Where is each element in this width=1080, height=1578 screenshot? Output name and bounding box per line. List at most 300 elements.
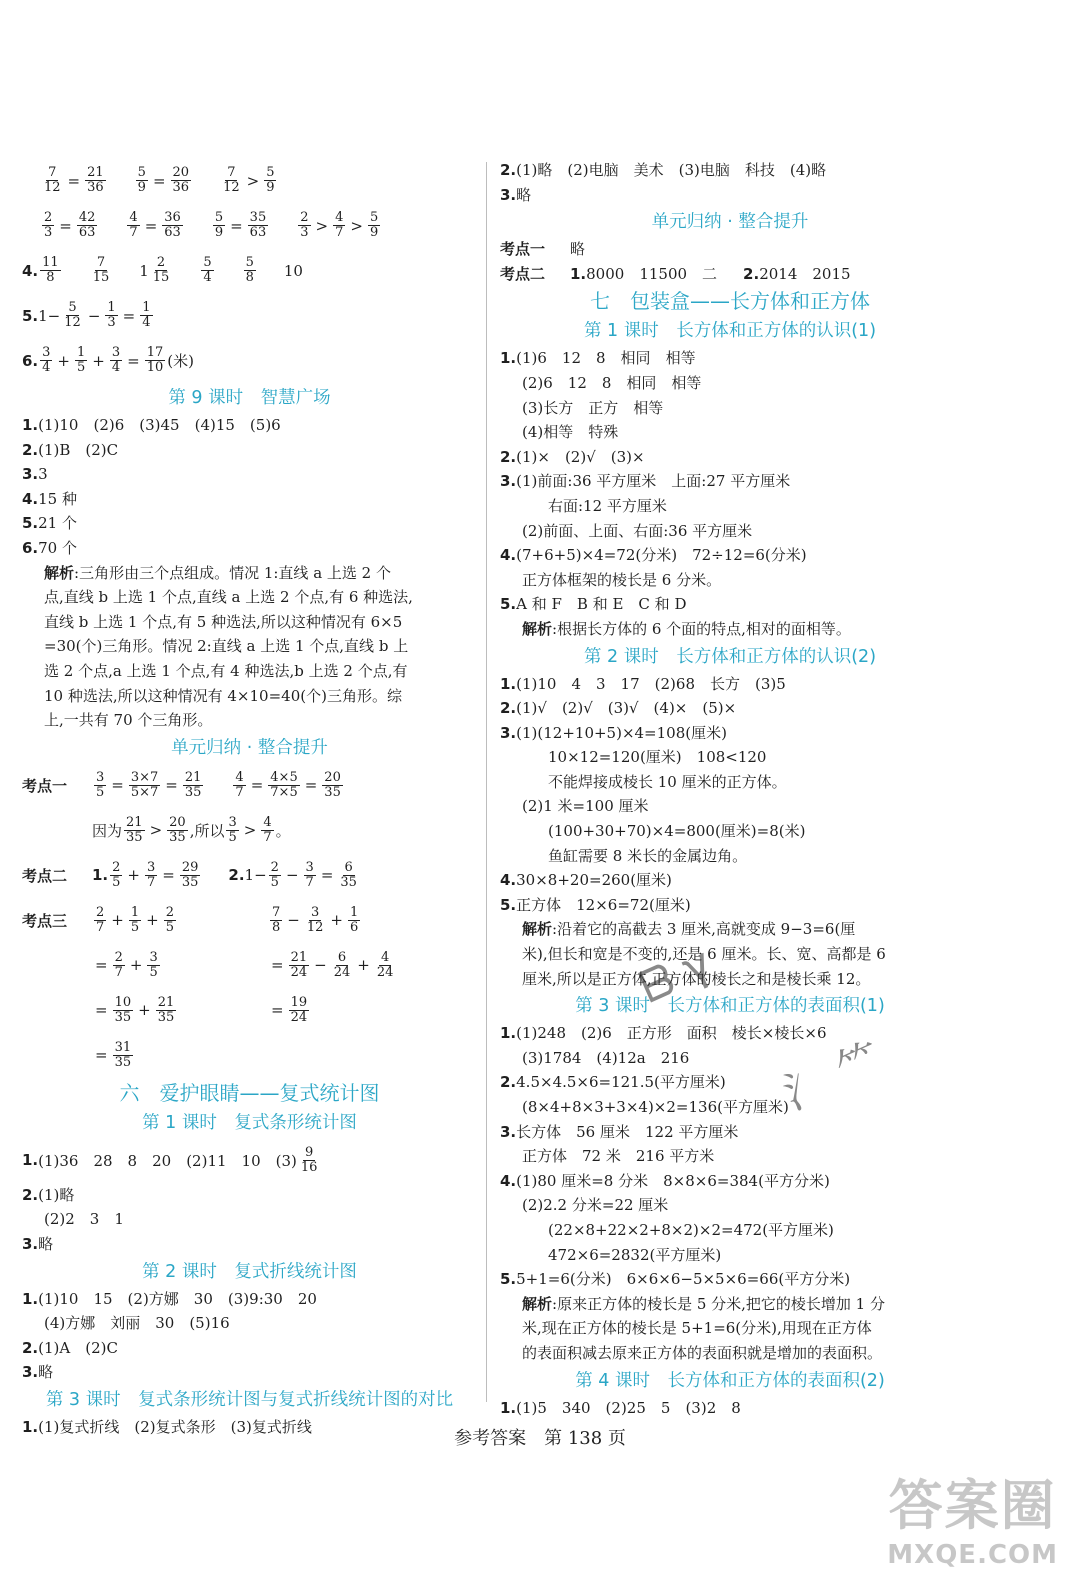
answer-text: (8×4+8×3+3×4)×2=136(平方厘米) — [522, 1098, 789, 1116]
fraction-numerator: 1 — [130, 904, 140, 920]
math-operator: = — [271, 1001, 284, 1020]
answer-text: 10×12=120(厘米) 108<120 — [548, 748, 767, 767]
fraction-denominator: 5 — [270, 874, 279, 890]
question-number: 2. — [500, 161, 517, 179]
watermark-site: MXQE.COM — [887, 1540, 1058, 1570]
analysis-label: 解析 — [522, 1294, 553, 1313]
fraction — [147, 951, 159, 980]
fraction-denominator: 7 — [129, 225, 138, 240]
fraction-numerator: 17 — [146, 345, 164, 360]
section-heading: 第 2 课时 复式折线统计图 — [142, 1261, 357, 1282]
point-label: 考点三 — [22, 911, 68, 930]
question-number: 5. — [22, 306, 39, 325]
answer-line — [500, 346, 960, 371]
fraction-denominator: 7 — [147, 874, 156, 890]
fraction-numerator: 5 — [214, 210, 224, 225]
fraction-denominator: 35 — [181, 874, 199, 890]
fraction-line — [22, 338, 477, 383]
fraction — [270, 906, 282, 935]
answer-text: 略 — [570, 240, 586, 259]
answer-text: 略 — [38, 1234, 54, 1253]
math-operator: = — [67, 171, 81, 190]
fraction-denominator: 35 — [114, 1054, 132, 1070]
answer-line — [22, 536, 477, 561]
answer-line — [500, 1218, 960, 1243]
fraction-numerator: 4 — [335, 210, 344, 225]
fraction — [375, 951, 396, 980]
fraction-denominator: 12 — [44, 180, 61, 195]
question-number: 3. — [22, 1363, 39, 1382]
fraction-denominator: 5 — [112, 874, 121, 890]
answer-line — [500, 494, 960, 519]
fraction-numerator: 3 — [305, 859, 314, 875]
math-operator: − — [314, 956, 327, 975]
fraction — [348, 906, 360, 935]
math-operator: − — [287, 911, 300, 930]
answer-line — [22, 413, 477, 438]
answer-text: 30×8+20=260(厘米) — [516, 871, 672, 890]
question-number: 5. — [500, 1270, 517, 1289]
math-operator: = — [122, 306, 136, 325]
fraction — [264, 166, 276, 195]
fraction — [94, 771, 106, 800]
analysis-text: :沿着它的高截去 3 厘米,高就变成 9−3=6(厘 — [552, 920, 856, 939]
fraction — [40, 346, 52, 375]
fraction — [248, 211, 269, 240]
question-number: 1. — [22, 1289, 39, 1308]
question-number: 4. — [500, 1171, 517, 1190]
answer-line — [500, 794, 960, 819]
fraction-denominator: 3 — [44, 225, 53, 240]
question-number: 3. — [22, 465, 39, 484]
answer-line — [500, 696, 960, 721]
question-number: 3. — [500, 1122, 517, 1141]
fraction-numerator: 7 — [272, 904, 281, 920]
answer-line — [500, 721, 960, 746]
section-heading: 第 3 课时 长方体和正方体的表面积(1) — [575, 996, 885, 1017]
fraction-denominator: 10 — [146, 360, 164, 375]
fraction — [332, 951, 353, 980]
point-label: 考点一 — [22, 776, 68, 795]
fraction — [40, 256, 61, 285]
math-operator: + — [111, 911, 124, 930]
answer-text: 正方体框架的棱长是 6 分米。 — [522, 570, 722, 589]
fraction-denominator: 7 — [335, 225, 344, 240]
fraction — [113, 996, 134, 1025]
section-heading: 第 1 课时 长方体和正方体的认识(1) — [583, 321, 877, 342]
answer-text: (1)A (2)C — [38, 1338, 118, 1357]
fraction-line — [22, 158, 477, 203]
handwritten-scribble: ᗷ γ — [632, 937, 720, 1014]
answer-text: 正方体 12×6=72(厘米) — [516, 895, 691, 914]
fraction-numerator: 9 — [305, 1144, 314, 1160]
analysis-line — [500, 1292, 960, 1317]
fraction — [77, 211, 98, 240]
answer-text: (1)× (2)√ (3)× — [516, 447, 645, 466]
fraction-denominator: 5 — [228, 829, 237, 845]
fraction-numerator: 3 — [111, 345, 121, 360]
fraction-denominator: 63 — [164, 225, 181, 240]
answer-text: (3)1784 (4)12a 216 — [522, 1048, 690, 1067]
analysis-label: 解析 — [522, 920, 553, 939]
column-divider — [486, 162, 487, 1402]
math-operator: − — [285, 866, 299, 885]
fraction — [268, 771, 299, 800]
fraction-denominator: 12 — [223, 180, 240, 195]
analysis-line — [22, 561, 477, 586]
fraction-numerator: 2 — [156, 255, 166, 270]
fraction-numerator: 2 — [44, 210, 53, 225]
point-label: 考点二 — [22, 866, 68, 885]
fraction — [42, 166, 63, 195]
expr-a — [92, 906, 242, 935]
math-operator: = — [304, 776, 318, 795]
fraction-line — [22, 293, 477, 338]
answer-line — [500, 519, 960, 544]
fraction-numerator: 7 — [48, 165, 57, 180]
text: ,所以 — [189, 821, 225, 840]
left-column — [22, 158, 477, 1439]
fraction-denominator: 6 — [349, 919, 359, 935]
fraction — [171, 166, 192, 195]
fraction — [129, 906, 141, 935]
answer-line — [500, 1021, 960, 1046]
fraction — [299, 1146, 320, 1175]
fraction-numerator: 5 — [245, 255, 254, 270]
fraction-denominator: 4 — [111, 360, 121, 375]
question-number: 2. — [22, 1185, 39, 1204]
question-number: 1. — [570, 264, 587, 283]
answer-text: (1)5 340 (2)25 5 (3)2 8 — [516, 1398, 741, 1417]
answer-text: 略 — [38, 1363, 54, 1382]
question-number: 1. — [22, 1151, 39, 1170]
answer-text: (1)略 (2)电脑 美术 (3)电脑 科技 (4)略 — [516, 161, 827, 179]
fraction — [110, 861, 122, 890]
fraction-line — [22, 898, 477, 943]
fraction — [201, 256, 213, 285]
math-operator: = — [271, 956, 284, 975]
fraction — [129, 771, 160, 800]
fraction — [113, 1041, 134, 1070]
answer-text: 15 种 — [38, 489, 77, 508]
fraction-denominator: 9 — [137, 180, 146, 195]
fraction-denominator: 24 — [333, 964, 351, 980]
answer-text: (1)80 厘米=8 分米 8×8×6=384(平方分米) — [516, 1171, 830, 1190]
fraction-numerator: 2 — [300, 210, 309, 225]
fraction-numerator: 21 — [157, 994, 175, 1010]
answer-line — [500, 1144, 960, 1169]
unit: (米) — [167, 352, 194, 370]
fraction-numerator: 31 — [114, 1039, 132, 1055]
fraction — [162, 211, 183, 240]
math-operator: = — [111, 776, 124, 795]
math-operator: = — [95, 1001, 108, 1020]
fraction-denominator: 8 — [272, 919, 281, 935]
fraction-line — [22, 853, 477, 898]
fraction-numerator: 4×5 — [270, 769, 298, 785]
question-number: 2. — [228, 866, 245, 885]
point-label: 考点一 — [500, 240, 546, 259]
fraction — [105, 301, 117, 330]
analysis-line: 直线 b 上选 1 个点,有 5 种选法,所以这种情况有 6×5 — [44, 612, 403, 631]
watermark-logo: 答案圈 — [888, 1474, 1057, 1537]
expr-b — [268, 906, 362, 935]
answer-text: (2)2 3 1 — [44, 1210, 124, 1229]
answer-line — [22, 1360, 477, 1385]
analysis-label: 解析 — [44, 563, 75, 582]
question-number: 3. — [500, 723, 517, 742]
point-label: 考点二 — [500, 264, 546, 283]
answer-line — [500, 893, 960, 918]
fraction-numerator: 6 — [337, 949, 347, 965]
math-operator: = — [320, 866, 334, 885]
site-watermark — [887, 1463, 1058, 1570]
fraction-numerator: 1 — [349, 904, 359, 920]
answer-line — [22, 1183, 477, 1208]
analysis-line: 点,直线 b 上选 1 个点,直线 a 上选 2 个点,有 6 种选法, — [44, 588, 413, 607]
fraction — [333, 211, 345, 240]
fraction — [94, 906, 106, 935]
fraction-denominator: 5 — [149, 964, 158, 980]
fraction-numerator: 3 — [96, 769, 105, 785]
analysis-text: :根据长方体的 6 个面的特点,相对的面相等。 — [552, 619, 851, 638]
math-operator: > — [246, 171, 260, 190]
fraction-numerator: 1 — [107, 300, 116, 315]
math-operator: = — [127, 351, 140, 370]
section-heading: 单元归纳 · 整合提升 — [171, 737, 328, 758]
math-operator: > — [350, 216, 363, 235]
fraction-numerator: 7 — [227, 165, 236, 180]
answer-line — [500, 745, 960, 770]
fraction — [338, 861, 359, 890]
fraction — [145, 346, 166, 375]
math-operator: + — [146, 911, 159, 930]
question-number: 1. — [22, 1417, 39, 1436]
fraction — [221, 166, 242, 195]
answer-line — [500, 469, 960, 494]
expr-b — [268, 951, 397, 980]
answer-line — [500, 237, 960, 262]
fraction-denominator: 24 — [290, 1009, 308, 1025]
fraction-numerator: 20 — [172, 165, 190, 180]
math-operator: > — [315, 216, 329, 235]
fraction-line — [22, 248, 477, 293]
question-number: 5. — [500, 595, 517, 614]
whole-number: 1 — [139, 261, 149, 280]
fraction-denominator: 9 — [266, 180, 275, 195]
math-operator: − — [87, 306, 101, 325]
fraction-denominator: 35 — [324, 784, 341, 800]
fraction — [322, 771, 343, 800]
fraction-line — [22, 1033, 477, 1078]
fraction — [113, 951, 125, 980]
question-number: 3. — [500, 472, 517, 491]
fraction-denominator: 5×7 — [130, 784, 159, 800]
question-number: 3. — [500, 185, 517, 204]
fraction-numerator: 11 — [42, 255, 59, 270]
analysis-label: 解析 — [522, 619, 553, 638]
section-heading: 第 3 课时 复式条形统计图与复式折线统计图的对比 — [45, 1389, 454, 1410]
answer-text: 70 个 — [38, 538, 77, 557]
fraction-denominator: 5 — [130, 919, 140, 935]
analysis-line — [500, 917, 960, 942]
fraction-line — [22, 988, 477, 1033]
question-number: 4. — [500, 871, 517, 890]
fraction-denominator: 63 — [78, 225, 96, 240]
answer-text: (4)方娜 刘丽 30 (5)16 — [44, 1314, 230, 1333]
math-operator: = — [95, 956, 108, 975]
answer-line — [22, 511, 477, 536]
section-heading: 第 9 课时 智慧广场 — [168, 388, 331, 408]
answer-line — [500, 1095, 960, 1120]
answer-line — [500, 672, 960, 697]
fraction-numerator: 29 — [181, 859, 199, 875]
fraction-denominator: 4 — [142, 315, 151, 330]
fraction-denominator: 7 — [235, 784, 244, 800]
answer-text: 5+1=6(分米) 6×6×6−5×5×6=66(平方分米) — [516, 1270, 851, 1289]
math-operator: + — [330, 911, 343, 930]
question-number: 6. — [22, 351, 39, 370]
fraction-denominator: 3 — [300, 225, 309, 240]
answer-line — [500, 371, 960, 396]
fraction-denominator: 5 — [77, 360, 86, 375]
fraction-denominator: 15 — [92, 270, 110, 285]
answer-line — [500, 183, 960, 208]
math-operator: 1− — [38, 306, 61, 325]
fraction-denominator: 8 — [46, 270, 55, 285]
answer-text: (3)长方 正方 相等 — [522, 398, 664, 417]
fraction-numerator: 1 — [77, 345, 86, 360]
fraction-numerator: 3 — [42, 345, 51, 360]
answer-text: (7+6+5)×4=72(分米) 72÷12=6(分米) — [516, 546, 807, 565]
fraction-numerator: 7 — [96, 255, 106, 270]
fraction — [91, 256, 112, 285]
analysis-text: :三角形由三个点组成。情况 1:直线 a 上选 2 个 — [74, 563, 391, 582]
answer-line — [500, 770, 960, 795]
fraction-numerator: 21 — [126, 814, 143, 830]
text: 。 — [275, 821, 291, 840]
fraction — [261, 816, 273, 845]
fraction-denominator: 36 — [87, 180, 104, 195]
fraction — [151, 256, 172, 285]
answer-text: (1)36 28 8 20 (2)11 10 (3) — [38, 1151, 297, 1170]
fraction-denominator: 24 — [376, 964, 394, 980]
fraction-denominator: 35 — [157, 1009, 175, 1025]
section-heading: 七 包装盒——长方体和正方体 — [590, 289, 870, 314]
answer-line — [22, 487, 477, 512]
fraction-numerator: 5 — [369, 210, 379, 225]
fraction-denominator: 35 — [126, 829, 143, 845]
question-number: 1. — [22, 416, 39, 434]
fraction-numerator: 20 — [169, 814, 186, 830]
answer-line — [22, 1207, 477, 1232]
answer-text: 右面:12 平方厘米 — [548, 496, 667, 515]
answer-line — [500, 1243, 960, 1268]
question-number: 4. — [500, 546, 517, 565]
fraction-numerator: 2 — [96, 904, 105, 920]
answer-text: 略 — [516, 185, 532, 204]
fraction — [244, 256, 256, 285]
math-operator: + — [127, 866, 140, 885]
answer-line — [500, 868, 960, 893]
answer-line — [500, 1169, 960, 1194]
answer-text: (100+30+70)×4=800(厘米)=8(米) — [548, 822, 806, 841]
answer-line — [500, 262, 960, 287]
question-number: 1. — [500, 1398, 517, 1417]
question-number: 6. — [22, 538, 39, 557]
question-number: 4. — [22, 261, 39, 280]
section-heading: 单元归纳 · 整合提升 — [651, 212, 809, 233]
fraction-denominator: 35 — [114, 1009, 132, 1025]
expr-a — [92, 951, 242, 980]
answer-text: 8000 11500 二 — [586, 264, 718, 283]
fraction-numerator: 2 — [270, 859, 279, 875]
analysis-line: 的表面积减去原来正方体的表面积就是增加的表面积。 — [522, 1343, 883, 1362]
math-operator: 1− — [244, 866, 267, 885]
fraction — [226, 816, 238, 845]
fraction-numerator: 3 — [310, 904, 320, 920]
question-number: 2. — [743, 264, 760, 283]
fraction — [85, 166, 106, 195]
answer-text: (2)6 12 8 相同 相等 — [522, 373, 702, 392]
fraction-denominator: 12 — [306, 919, 324, 935]
math-operator: > — [149, 821, 163, 840]
fraction-denominator: 7 — [305, 874, 314, 890]
math-operator: > — [243, 821, 257, 840]
question-number: 1. — [500, 674, 517, 693]
math-operator: + — [92, 351, 105, 370]
answer-text: 鱼缸需要 8 米长的金属边角。 — [548, 846, 748, 865]
math-operator: + — [129, 956, 143, 975]
answer-text: (4)相等 特殊 — [522, 423, 619, 442]
fraction-denominator: 35 — [184, 784, 202, 800]
fraction — [305, 906, 326, 935]
fraction — [62, 301, 83, 330]
math-operator: = — [95, 1046, 108, 1065]
fraction-denominator: 5 — [96, 784, 105, 800]
answer-text: (1)略 — [38, 1185, 75, 1204]
page-footer: 参考答案 第 138 页 — [454, 1428, 626, 1449]
fraction-line — [22, 808, 477, 853]
fraction-numerator: 21 — [184, 769, 202, 785]
analysis-line: 上,一共有 70 个三角形。 — [44, 711, 213, 730]
fraction-denominator: 15 — [152, 270, 170, 285]
fraction-numerator: 2 — [165, 904, 174, 920]
fraction-numerator: 42 — [78, 210, 96, 225]
fraction-numerator: 5 — [203, 255, 212, 270]
question-number: 2. — [500, 1073, 517, 1092]
answer-line — [500, 445, 960, 470]
math-operator: = — [59, 216, 72, 235]
fraction-line — [22, 203, 477, 248]
fraction-denominator: 4 — [42, 360, 51, 375]
fraction-denominator: 4 — [203, 270, 212, 285]
answer-text: A 和 F B 和 E C 和 D — [516, 595, 687, 614]
fraction-numerator: 2 — [114, 949, 123, 965]
fraction-numerator: 1 — [142, 300, 151, 315]
answer-text: 长方体 56 厘米 122 平方厘米 — [516, 1122, 739, 1141]
question-number: 4. — [22, 489, 39, 508]
analysis-line: =30(个)三角形。情况 2:直线 a 上选 1 个点,直线 b 上 — [44, 637, 409, 656]
fraction-denominator: 7×5 — [270, 784, 298, 800]
fraction-numerator: 10 — [114, 994, 132, 1010]
math-operator: = — [230, 216, 243, 235]
fraction — [124, 816, 145, 845]
question-number: 2. — [500, 699, 517, 718]
question-number: 5. — [500, 895, 517, 914]
handwritten-scribble-2: ⺡ ⺮ — [775, 1032, 890, 1121]
fraction — [368, 211, 380, 240]
